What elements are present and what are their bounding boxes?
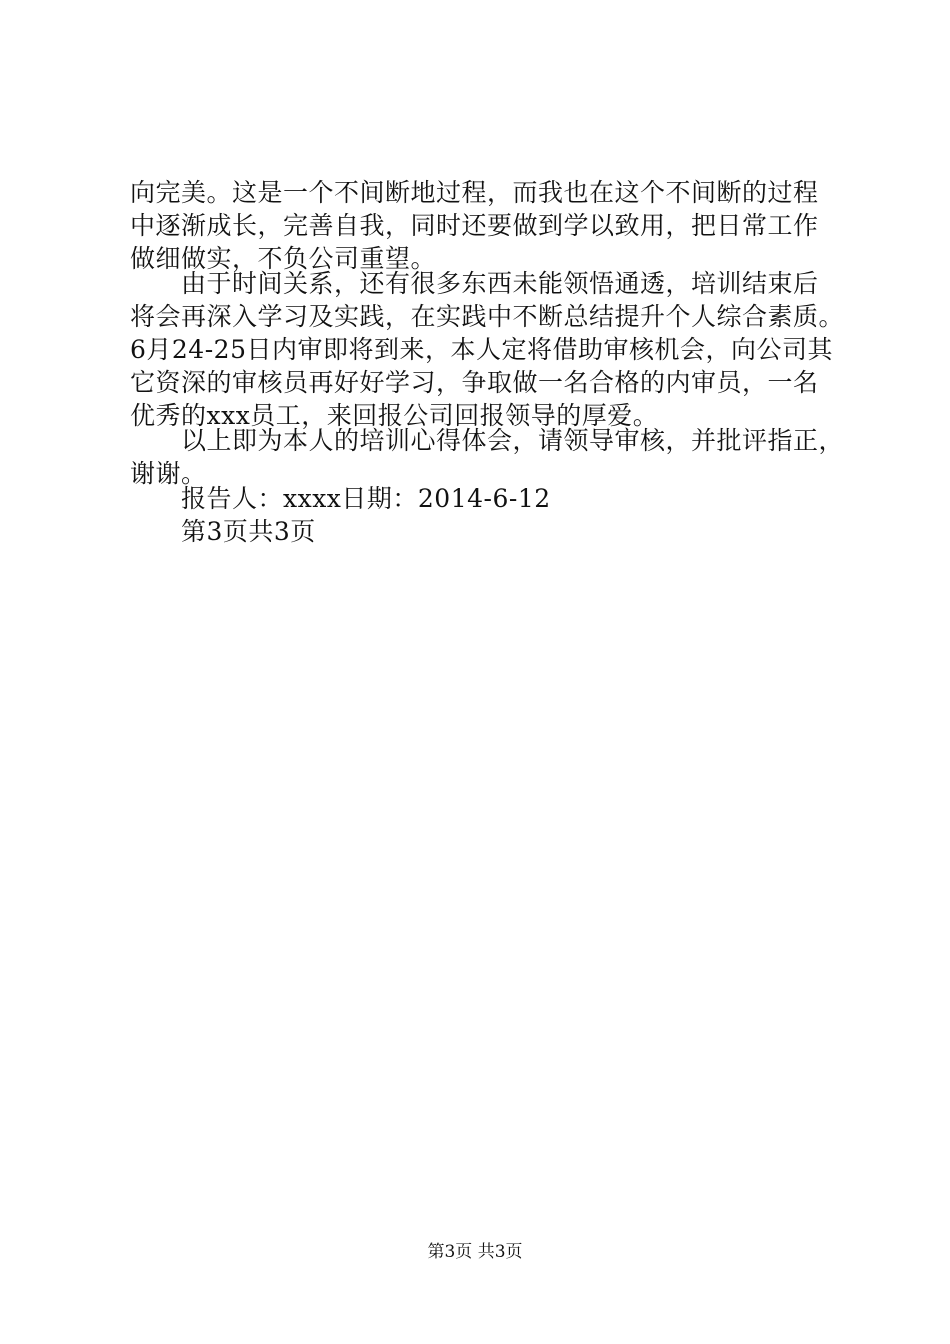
body-text-line: 将会再深入学习及实践，在实践中不断总结提升个人综合素质。 bbox=[130, 302, 845, 331]
body-text-line: 谢谢。 bbox=[130, 459, 207, 488]
page-note-line: 第3页共3页 bbox=[130, 517, 316, 546]
page-footer: 第3页 共3页 bbox=[427, 1242, 523, 1262]
body-text-line: 向完美。这是一个不间断地过程，而我也在这个不间断的过程 bbox=[130, 178, 819, 207]
body-text-line: 6月24-25日内审即将到来，本人定将借助审核机会，向公司其 bbox=[130, 335, 833, 364]
body-text-line: 由于时间关系，还有很多东西未能领悟通透，培训结束后 bbox=[130, 269, 819, 298]
body-text-line: 以上即为本人的培训心得体会，请领导审核，并批评指正， bbox=[130, 426, 845, 455]
body-text-line: 做细做实，不负公司重望。 bbox=[130, 244, 437, 273]
body-text-line: 优秀的xxx员工，来回报公司回报领导的厚爱。 bbox=[130, 401, 659, 430]
signature-line: 报告人：xxxx日期：2014-6-12 bbox=[130, 484, 551, 513]
body-text-line: 中逐渐成长，完善自我，同时还要做到学以致用，把日常工作 bbox=[130, 211, 819, 240]
body-text-line: 它资深的审核员再好好学习，争取做一名合格的内审员，一名 bbox=[130, 368, 819, 397]
